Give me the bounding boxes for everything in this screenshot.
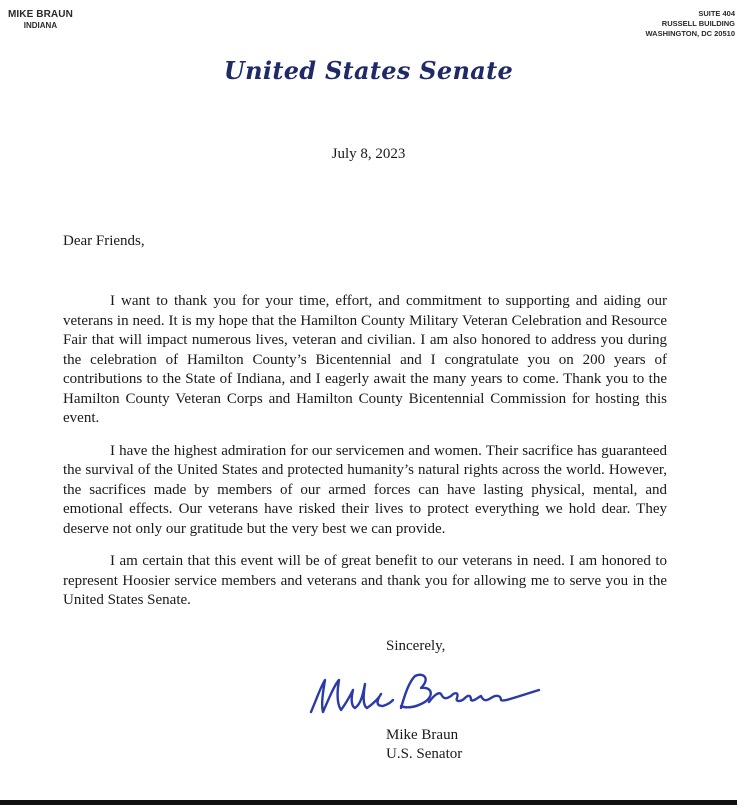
handwritten-signature [303,668,543,720]
bottom-edge-bar [0,800,737,805]
office-address [646,9,735,39]
address-line-3: WASHINGTON, DC 20510 [645,29,735,38]
closing: Sincerely, [386,638,446,654]
letter-body [63,292,667,624]
sender-block [8,9,73,31]
address-line-2: RUSSELL BUILDING [661,19,735,28]
letterhead-title: United States Senate [223,56,514,85]
salutation: Dear Friends, [63,233,145,249]
sender-state: INDIANA [23,21,58,30]
signer-name: Mike Braun [386,727,459,743]
signer-block [386,726,462,764]
letter-date: July 8, 2023 [331,146,406,162]
sender-name: MIKE BRAUN [8,9,73,20]
body-paragraph: I have the highest admiration for our servicemen and women. Their sacrifice has guaranteed the survival of the United States and protected humanity’s natural rights across the world. However, the sacrifices made by members of our armed forces can have lasting physical, mental, and emotional effects. Our veterans have risked their lives to protect everything we hold dear. They deserve not only our gratitude but the very best we can provide. [63,442,667,537]
address-line-1: SUITE 404 [698,9,735,18]
body-paragraph: I am certain that this event will be of great benefit to our veterans in need. I am honored to represent Hoosier service members and veterans and thank you for allowing me to serve you in the United States Senate. [63,553,667,608]
signer-title: U.S. Senator [386,746,463,762]
body-paragraph: I want to thank you for your time, effort, and commitment to supporting and aiding our veterans in need. It is my hope that the Hamilton County Military Veteran Celebration and Resource Fair that will impact numerous lives, veteran and civilian. I am also honored to address you during the celebration of Hamilton County’s Bicentennial and I congratulate you on 200 years of contributions to the State of Indiana, and I eagerly await the many years to come. Thank you to the Hamilton County Veteran Corps and Hamilton County Bicentennial Commission for hosting this event. [63,293,667,426]
